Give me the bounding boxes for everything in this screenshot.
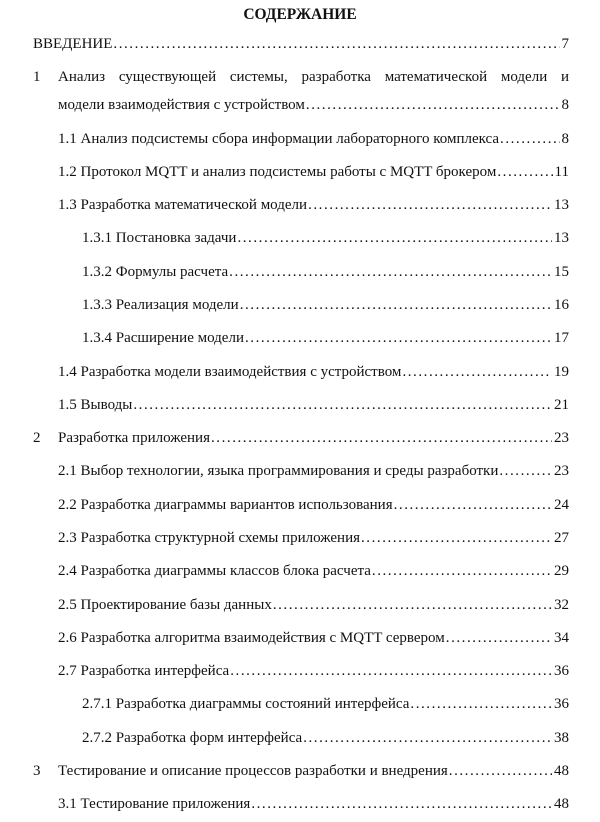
dot-leader: [113, 30, 559, 58]
toc-page-number: 36: [554, 696, 569, 713]
toc-entry-chapter-2[interactable]: [33, 421, 569, 454]
dot-leader: [500, 125, 559, 153]
toc-entry-text: 2.7.2 Разработка форм интерфейса: [82, 729, 303, 746]
toc-page-number: 32: [554, 596, 569, 613]
toc-entry-subsection[interactable]: [33, 721, 569, 754]
dot-leader: [372, 557, 552, 585]
toc-entry-subsection[interactable]: [33, 455, 569, 488]
dot-leader: [394, 491, 552, 519]
toc-entry-text: 1.5 Выводы: [58, 396, 133, 413]
dot-leader: [410, 690, 552, 718]
toc-entry-text: 2.2 Разработка диаграммы вариантов использования: [58, 496, 393, 513]
dot-leader: [237, 224, 552, 252]
dot-leader: [133, 391, 552, 419]
toc-page-number: 48: [554, 796, 569, 813]
dot-leader: [229, 258, 552, 286]
dot-leader: [230, 657, 552, 685]
toc-page-number: 16: [554, 297, 569, 313]
dot-leader: [449, 757, 552, 785]
toc-entry-subsection[interactable]: [33, 688, 569, 721]
dot-leader: [497, 158, 552, 186]
toc-page-number: 27: [554, 529, 569, 546]
toc-page-number: 13: [554, 197, 569, 214]
toc-entry-text: Анализ существующей системы, разработка математической модели и: [58, 69, 569, 86]
toc-page-number: 15: [554, 263, 569, 280]
toc-page-number: 8: [561, 97, 569, 114]
toc-page-number: 8: [561, 130, 569, 147]
toc-entry-text: ВВЕДЕНИЕ: [33, 36, 113, 53]
toc-page-number: 19: [554, 363, 569, 380]
toc-entry-text: 1.3 Разработка математической модели: [58, 197, 308, 214]
toc-entry-subsection[interactable]: [33, 355, 569, 388]
toc-entry-intro[interactable]: [33, 27, 569, 60]
toc-entry-subsection[interactable]: [33, 222, 569, 255]
toc-entry-subsection[interactable]: [33, 255, 569, 288]
dot-leader: [273, 591, 552, 619]
toc-page-number: 38: [554, 729, 569, 746]
toc-page-number: 48: [554, 762, 569, 779]
toc-entry-text: Разработка приложения: [58, 430, 210, 447]
toc-entry-subsection[interactable]: [33, 155, 569, 188]
toc-entry-text: 2.3 Разработка структурной схемы приложения: [58, 529, 360, 546]
dot-leader: [499, 457, 552, 485]
toc-entry-subsection[interactable]: [33, 521, 569, 554]
toc-entry-subsection[interactable]: [33, 588, 569, 621]
toc-entry-text: 1.4 Разработка модели взаимодействия с устройством: [58, 363, 402, 380]
toc-page-number: 29: [554, 563, 569, 580]
toc-entry-text: 1.3.3 Реализация модели: [82, 297, 239, 313]
dot-leader: [361, 524, 552, 552]
toc-entry-subsection[interactable]: [33, 555, 569, 588]
toc-page-number: 23: [554, 463, 569, 480]
toc-entry-text: 1.3.1 Постановка задачи: [82, 230, 237, 247]
toc-entry-subsection[interactable]: [33, 189, 569, 222]
toc-entry-subsection[interactable]: [33, 621, 569, 654]
toc-entry-subsection[interactable]: [33, 788, 569, 821]
chapter-number: 2: [33, 430, 41, 447]
toc-entry-text: 1.3.4 Расширение модели: [82, 330, 244, 347]
toc-entry-chapter-1[interactable]: [33, 61, 569, 122]
toc-page-number: 17: [554, 330, 569, 347]
toc-page-number: 7: [561, 36, 569, 53]
dot-leader: [446, 624, 552, 652]
toc-entry-subsection[interactable]: [33, 122, 569, 155]
toc-entry-subsection[interactable]: [33, 322, 569, 355]
chapter-number: 1: [33, 69, 41, 86]
dot-leader: [306, 91, 560, 119]
toc-entry-text: 3.1 Тестирование приложения: [58, 796, 251, 813]
toc-page-number: 24: [554, 496, 569, 513]
toc-entry-text: 2.6 Разработка алгоритма взаимодействия с MQTT сервером: [58, 629, 445, 646]
toc-entry-text: 2.7 Разработка интерфейса: [58, 663, 230, 680]
toc-entry-text: 2.4 Разработка диаграммы классов блока расчета: [58, 563, 371, 580]
toc-entry-text: 1.1 Анализ подсистемы сбора информации лабораторного комплекса: [58, 130, 500, 147]
dot-leader: [303, 724, 552, 752]
dot-leader: [211, 424, 552, 452]
toc-page-number: 13: [554, 230, 569, 247]
chapter-number: 3: [33, 762, 41, 779]
dot-leader: [240, 291, 552, 319]
toc-page-number: 34: [554, 629, 569, 646]
dot-leader: [245, 324, 552, 352]
toc-page-number: 21: [554, 396, 569, 413]
dot-leader: [308, 191, 552, 219]
toc-entry-text: 2.1 Выбор технологии, языка программирования и среды разработки: [58, 463, 499, 480]
toc-page-number: 36: [554, 663, 569, 680]
toc-entry-text: 1.3.2 Формулы расчета: [82, 263, 229, 280]
toc-entry-text-continued: модели взаимодействия с устройством: [58, 97, 305, 114]
page-title: СОДЕРЖАНИЕ: [243, 6, 357, 23]
toc-entry-text: 1.2 Протокол MQTT и анализ подсистемы работы с MQTT брокером: [58, 163, 497, 180]
toc-entry-text: 2.7.1 Разработка диаграммы состояний интерфейса: [82, 696, 410, 713]
toc-entry-text: Тестирование и описание процессов разработки и внедрения: [58, 762, 448, 779]
toc-entry-chapter-3[interactable]: [33, 754, 569, 787]
toc-page-number: 23: [554, 430, 569, 447]
toc-page-number: 11: [554, 163, 569, 180]
toc-entry-subsection[interactable]: [33, 288, 569, 321]
dot-leader: [402, 358, 552, 386]
toc-entry-subsection[interactable]: [33, 388, 569, 421]
dot-leader: [251, 790, 552, 818]
toc-entry-subsection[interactable]: [33, 488, 569, 521]
table-of-contents: [33, 27, 569, 820]
toc-entry-subsection[interactable]: [33, 654, 569, 687]
toc-entry-text: 2.5 Проектирование базы данных: [58, 596, 272, 613]
